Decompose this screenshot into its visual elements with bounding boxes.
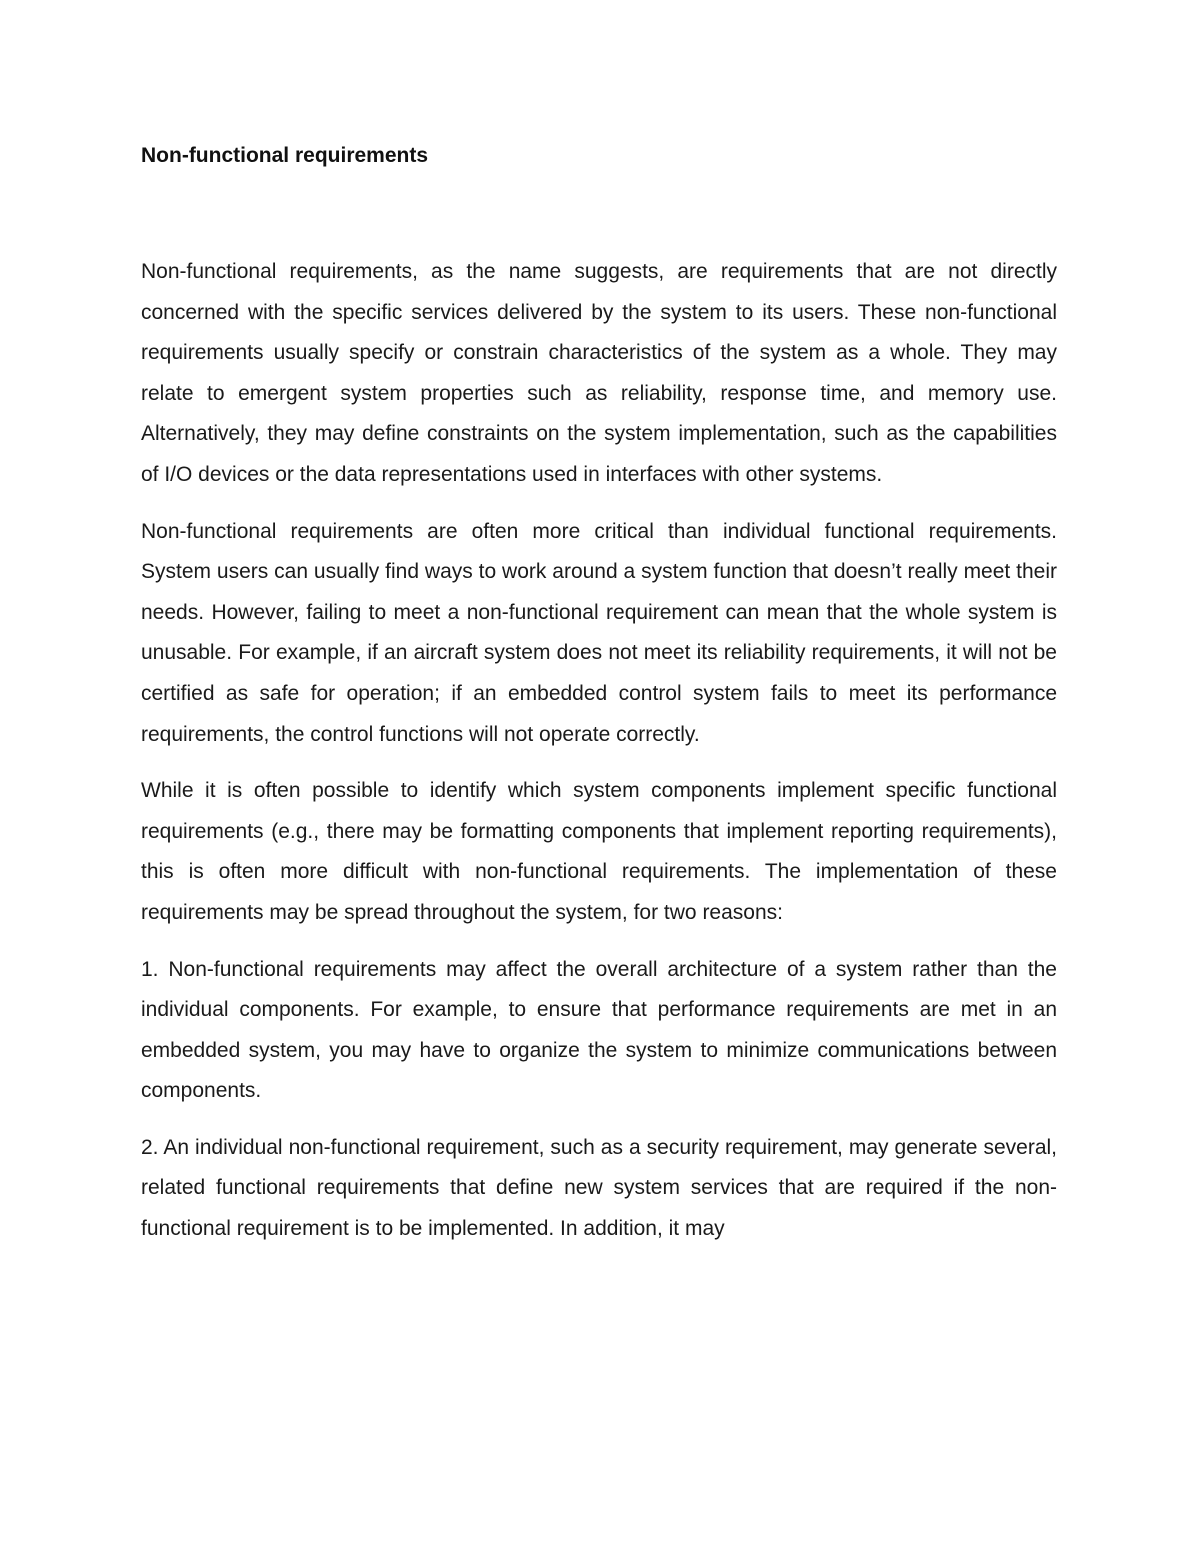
paragraph-reason-2: 2. An individual non-functional requirement, such as a security requirement, may generate several, related functional requirements that define new system services that are required if the non-functional requirement is to be implemented. In addition, it may [141,1135,1057,1241]
paragraph-criticality: Non-functional requirements are often more critical than individual functional requirements. System users can usually find ways to work around a system function that doesn’t really meet their needs. However, failing to meet a non-functional requirement can mean that the whole system is unusable. For example, if an aircraft system does not meet its reliability requirements, it will not be certified as safe for operation; if an embedded control system fails to meet its performance requirements, the control functions will not operate correctly. [141,519,1057,746]
paragraph-introduction: Non-functional requirements, as the name suggests, are requirements that are not directly concerned with the specific services delivered by the system to its users. These non-functional requirements usually specify or constrain characteristics of the system as a whole. They may relate to emergent system properties such as reliability, response time, and memory use. Alternatively, they may define constraints on the system implementation, such as the capabilities of I/O devices or the data representations used in interfaces with other systems. [141,260,1057,486]
paragraph-implementation: While it is often possible to identify which system components implement specific functional requirements (e.g., there may be formatting components that implement reporting requirements), this is often more difficult with non-functional requirements. The implementation of these requirements may be spread throughout the system, for two reasons: [141,779,1057,924]
document-body [141,140,1057,1250]
document-title: Non-functional requirements [141,144,429,167]
paragraph-reason-1: 1. Non-functional requirements may affect the overall architecture of a system rather than the individual components. For example, to ensure that performance requirements are met in an embedded system, you may have to organize the system to minimize communications between components. [141,957,1057,1103]
